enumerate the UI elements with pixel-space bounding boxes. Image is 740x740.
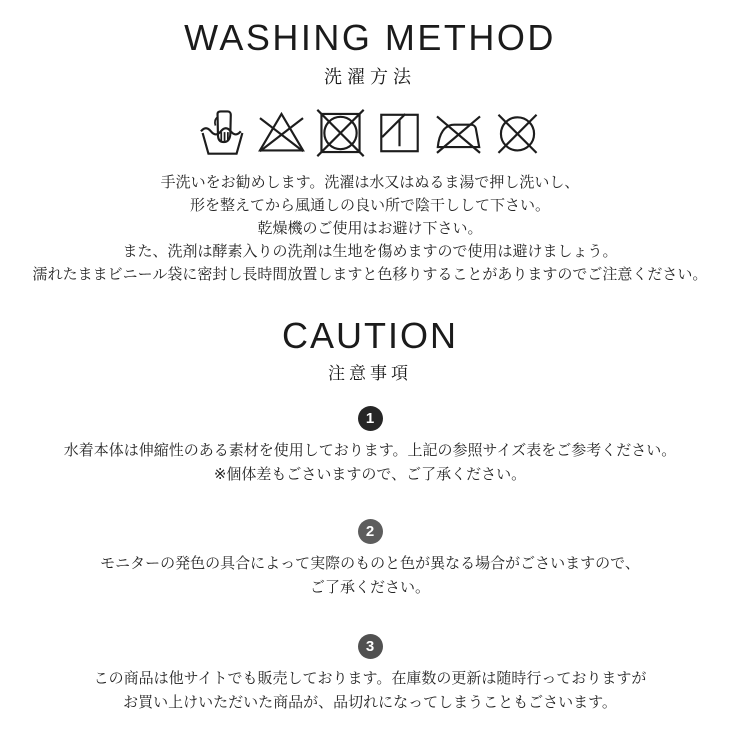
- caution-subtitle-jp: 注意事項: [328, 364, 412, 384]
- hand-wash-icon: [196, 103, 249, 163]
- caution-item-line: 水着本体は伸縮性のある素材を使用しております。上記の参照サイズ表をご参考ください。: [63, 442, 677, 460]
- caution-number-3-badge: 3: [358, 634, 383, 659]
- caution-item-3: [0, 634, 740, 715]
- washing-instructions: [0, 171, 740, 286]
- washing-section: [0, 18, 740, 286]
- care-symbols-row: [0, 101, 740, 163]
- caution-section: [0, 316, 740, 716]
- do-not-dry-clean-icon: [491, 103, 544, 163]
- caution-item-1: [0, 406, 740, 487]
- washing-method-subtitle-jp: 洗濯方法: [324, 66, 416, 87]
- caution-number-1-badge: 1: [358, 406, 383, 431]
- caution-item-line: ※個体差もごさいますので、ご了承ください。: [213, 466, 527, 484]
- washing-instruction-line: 手洗いをお勧めします。洗濯は水又はぬるま湯で押し洗いし、: [160, 173, 580, 191]
- caution-item-line: この商品は他サイトでも販売しております。在庫数の更新は随時行っておりますが: [93, 670, 647, 688]
- washing-instruction-line: 濡れたままビニール袋に密封し長時間放置しますと色移りすることがありますのでご注意ください。: [32, 265, 708, 283]
- caution-item-line: ご了承ください。: [309, 579, 430, 597]
- washing-instruction-line: また、洗剤は酵素入りの洗剤は生地を傷めますので使用は避けましょう。: [122, 242, 618, 260]
- shade-hang-dry-icon: [373, 103, 426, 163]
- do-not-iron-icon: [432, 103, 485, 163]
- caution-item-line: お買い上けいただいた商品が、品切れになってしまうこともごさいます。: [123, 694, 617, 712]
- caution-item-2: [0, 519, 740, 600]
- caution-title: CAUTION: [282, 314, 458, 356]
- caution-number-2-badge: 2: [358, 519, 383, 544]
- washing-method-title: WASHING METHOD: [184, 17, 556, 58]
- washing-instruction-line: 形を整えてから風通しの良い所で陰干しして下さい。: [189, 196, 550, 214]
- do-not-bleach-icon: [255, 103, 308, 163]
- washing-instruction-line: 乾燥機のご使用はお避け下さい。: [257, 219, 483, 237]
- do-not-tumble-dry-icon: [314, 103, 367, 163]
- caution-item-line: モニターの発色の具合によって実際のものと色が異なる場合がごさいますので、: [100, 555, 640, 573]
